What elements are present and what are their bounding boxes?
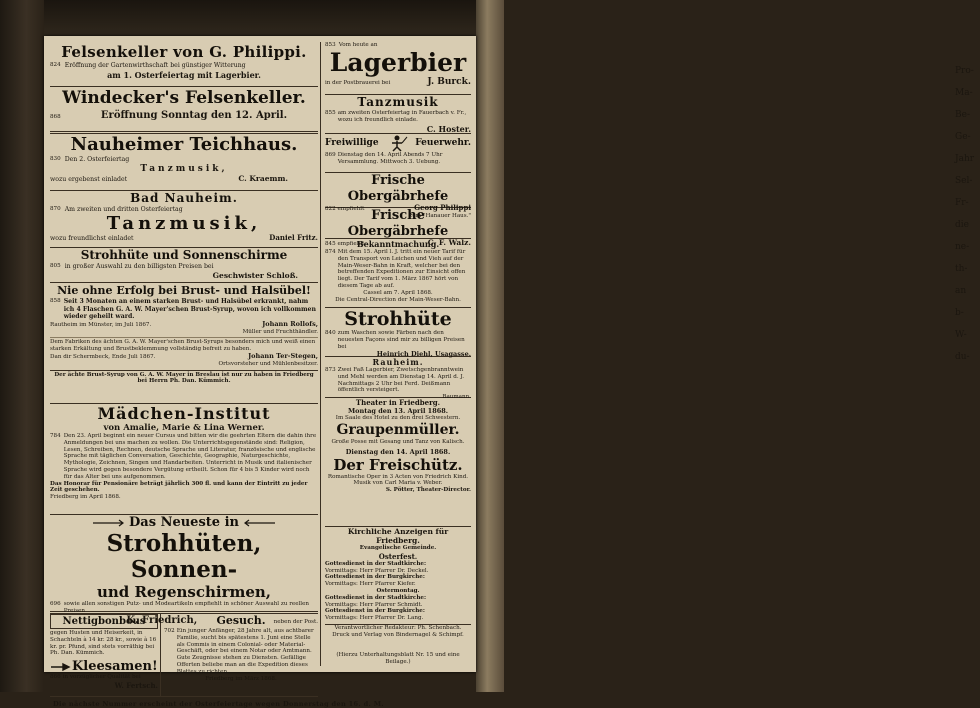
ad-lagerbier — [325, 42, 471, 95]
ad-text: wozu freundlichst einladet — [50, 234, 134, 242]
ad-title: Strohhüte und Sonnenschirme — [80, 248, 288, 262]
ad-title: Frische Obergäbrhefe — [347, 208, 449, 239]
ad-text: Tanzmusik, — [140, 163, 228, 174]
imprint-editor: Verantwortlicher Redakteur: Ph. Schenbach. — [325, 624, 471, 632]
ad-number: 870 — [50, 206, 61, 212]
adjacent-page-fragment: Sel- — [955, 176, 973, 186]
ad-strohhuete — [50, 248, 318, 283]
pointing-hand-icon — [50, 661, 70, 673]
ad-number: 866 — [50, 674, 61, 681]
ad-text: Große Posse mit Gesang und Tanz von Kalisch. — [331, 438, 465, 445]
ad-signature: K. Friedrich, — [126, 614, 198, 626]
ad-obergaehrhefe-1 — [325, 173, 471, 219]
ad-signature: Die Central-Direction der Main-Weser-Bahn. — [335, 296, 461, 303]
ad-text: am zweiten Osterfeiertag in Fauerbach v. Fr., wozu ich freundlich einlade. — [337, 110, 467, 123]
ad-signature-sub: Ortsvorsteher und Mühlenbesitzer. — [218, 360, 318, 367]
ad-text: Ein junger Anfänger, 28 Jahre alt, aus achtbarer Familie, sucht bis spätestens 1. Juni eine Stelle als Commis in einem Colonial- oder Material-Geschäft, oder bei einem Notar oder Amtmann. Gute Zeugnisse stehen zu Diensten. Gefällige Offerten beliebe man an die Expedition dieses Blattes zu richten. — [176, 628, 314, 675]
ad-text: Romantische Oper in 3 Acten von Friedrich Kind. Musik von Carl Maria v. Weber. — [327, 473, 469, 487]
ad-number: 855 — [325, 110, 336, 116]
ad-number: 830 — [50, 156, 61, 162]
ad-title: Bad Nauheim. — [130, 191, 238, 205]
ad-number: 845 — [325, 241, 336, 247]
ad-number: 824 — [50, 62, 61, 68]
ad-play-title: Graupenmüller. — [336, 421, 460, 438]
column-divider — [320, 42, 321, 666]
ad-date: Cassel am 7. April 1868. — [363, 289, 433, 296]
church-entries — [325, 561, 471, 622]
ad-headline: Strohhüten, Sonnen- — [106, 530, 262, 583]
ad-number: 869 — [325, 152, 336, 158]
ad-text: in der Postbrauerei bei — [325, 79, 391, 86]
ad-number: 822 — [325, 206, 336, 212]
ad-text: Mit dem 15. April l. J. tritt ein neuer Tarif für den Transport von Leichen und Vieh auf der Main-Weser-Bahn in Kraft, welcher bei den betreffenden Expeditionen zur Einsicht offen liegt. Der Tarif vom 1. März 1867 hört von diesem Tage ab auf. — [337, 249, 466, 289]
ad-gesuch — [161, 614, 318, 696]
ad-text: Im Saale des Hotel zu den drei Schwestern. — [335, 415, 461, 421]
adjacent-page-fragment: Ma- — [955, 88, 973, 98]
ad-title: Tanzmusik — [357, 95, 439, 109]
ornament-left-icon — [91, 518, 125, 528]
ad-place: Dan dir Schermbeck, Ende Juli 1867. — [50, 353, 156, 360]
ad-title: Mädchen-Institut — [97, 404, 271, 423]
ad-signature: W. Fertsch. — [114, 680, 158, 690]
church-entry: Gottesdienst in der Burgkirche: — [325, 608, 425, 615]
ad-signature: C. Hoster. — [426, 123, 471, 134]
ad-title: Felsenkeller von G. Philippi. — [61, 43, 307, 61]
ad-text: Am zweiten und dritten Osterfeiertag — [64, 206, 183, 213]
ad-signature: Johann Ter-Stegen, — [248, 351, 318, 360]
adjacent-page-fragment: Fr- — [955, 198, 969, 208]
ad-signature: Heinrich Diehl, Usagasse. — [376, 350, 471, 359]
ad-date: Dienstag den 14. April 1868. — [345, 447, 451, 456]
ad-title: Feuerwehr. — [415, 138, 471, 148]
ad-theater — [325, 398, 471, 527]
adjacent-page-fragment: Pro- — [955, 66, 974, 76]
church-entry: Vormittags: Herr Pfarrer Schmidt. — [325, 601, 423, 608]
ad-title: Bekanntmachung. — [356, 239, 440, 249]
ad-title: Frische Obergäbrhefe — [347, 173, 449, 204]
ad-text: empfiehlt — [337, 241, 365, 247]
ad-nettigbonbous — [50, 614, 161, 696]
ad-windecker — [50, 87, 318, 134]
ad-title: Freiwillige — [325, 138, 379, 148]
ad-signature: J. Burck. — [427, 76, 471, 87]
church-entry: Gottesdienst in der Stadtkirche: — [325, 560, 427, 567]
ad-title: Nauheimer Teichhaus. — [70, 134, 298, 155]
ad-signature: Geschwister Schloß. — [212, 270, 298, 280]
ad-text: empfiehlt — [337, 206, 365, 212]
ad-text: Eröffnung der Gartenwirthschaft bei günstiger Witterung — [64, 62, 246, 69]
ad-teichhaus — [50, 134, 318, 191]
ad-title: Lagerbier — [329, 47, 467, 77]
ad-date: Friedberg im April 1868. — [50, 494, 121, 501]
adjacent-page — [476, 0, 975, 692]
issue-footer — [50, 697, 384, 708]
right-column — [325, 42, 471, 666]
ad-number: 853 — [325, 42, 336, 48]
adjacent-page-fragment: b- — [955, 308, 964, 318]
ad-text: Dienstag den 14. April Abends 7 Uhr Versammlung. Mittwoch 3. Uebung. — [337, 152, 443, 165]
ad-title: Theater in Friedberg. — [355, 398, 441, 407]
adjacent-page-fragment: du- — [955, 352, 970, 362]
adjacent-page-fragment: Be- — [955, 110, 970, 120]
ad-title: Rauheim. — [372, 357, 424, 367]
ad-text: Seit 3 Monaten an einem starken Brust- und Halsübel erkrankt, nahm ich 4 Flaschen G. A. W. Mayer'schen Brust-Syrup, wovon ich vollkommen wieder geheilt ward. — [63, 298, 316, 321]
ad-address: neben der Post. — [273, 618, 318, 625]
ad-title: Windecker's Felsenkeller. — [62, 88, 306, 108]
footer-notice: Die nächste Nummer erscheint der Osterfeiertage wegen Donnerstag den 16. d. M. — [53, 700, 384, 708]
church-entry: Vormittags: Herr Pfarrer Kiefer. — [325, 581, 416, 588]
ad-date: Friedberg im März 1868. — [205, 675, 277, 682]
ad-text: Vom heute an — [338, 42, 378, 48]
top-edge — [44, 0, 476, 36]
newspaper-sheet — [44, 36, 476, 708]
ad-text: Den 23. April beginnt ein neuer Cursus und bitten wir die geehrten Eltern die dahin ihre Anmeldungen bei uns machen zu wollen. Die Unterrichtsgegenstände sind: Religion, Lesen, Schreiben, Rechnen, deutsche Sprache und Literatur, französische und englische Sprache mit täglichen Conversation, Geschichte, Geographie, Naturgeschichte, Mythologie, Zeichnen, Singen und Handarbeiten. Unterricht in Musik und italienischer Sprache wird gegen besondere Vergütung ertheilt. Schon für 4 bis 5 Kinder wird noch für das Alter bei uns aufgenommen. — [63, 433, 317, 480]
adjacent-page-fragment: Jahr — [955, 154, 975, 164]
church-entry: Ostermontag. — [376, 587, 420, 594]
ad-number: 696 — [50, 601, 61, 607]
ad-play-title: Der Freischütz. — [333, 455, 463, 474]
ad-text: Tanzmusik, — [106, 212, 262, 234]
ad-text: am 1. Osterfeiertag mit Lagerbier. — [107, 69, 261, 80]
ad-text: in großer Auswahl zu den billigsten Preisen bei — [64, 263, 214, 270]
ad-text: sowie allen sonstigen Putz- und Modeartikeln empfiehlt in schöner Auswahl zu reellen Preisen — [63, 601, 309, 614]
ad-maedchen-institut — [50, 404, 318, 515]
ad-row-bottom — [50, 614, 318, 697]
ad-number: 702 — [164, 628, 175, 634]
ad-number: 873 — [325, 367, 336, 373]
section-title: Kirchliche Anzeigen für Friedberg. — [347, 527, 449, 545]
adjacent-page-fragment: W- — [955, 330, 967, 340]
ad-title: Strohhüte — [344, 308, 452, 330]
imprint-publisher: Druck und Verlag von Bindernagel & Schimpf. — [332, 631, 464, 638]
ad-text: zum Waschen sowie Färben nach den neuesten Façons sind mir zu billigen Preisen bei — [337, 330, 465, 350]
ad-signature-sub: zum "Hanauer Haus." — [409, 212, 471, 219]
ad-felsenkeller — [50, 42, 318, 87]
ad-place: Rautheim im Münster, im Juli 1867. — [50, 321, 152, 328]
ad-signature: C. Kraemm. — [238, 173, 288, 183]
church-notices — [325, 527, 471, 651]
ad-signature: S. Pötter, Theater-Director. — [385, 487, 471, 494]
ad-number: 858 — [50, 298, 61, 304]
ad-subtitle: von Amalie, Marie & Lina Werner. — [103, 423, 265, 433]
ad-text: Den 2. Osterfeiertag — [64, 156, 130, 163]
ad-date: Montag den 13. April 1868. — [347, 407, 449, 415]
ad-title: Das Neueste in — [129, 515, 239, 530]
ad-brust-syrup — [50, 283, 318, 404]
ad-strohhute — [325, 308, 471, 357]
ad-signature: Johann Rollofs, — [262, 319, 318, 328]
church-entry: Vormittags: Herr Pfarrer Dr. Lang. — [325, 615, 424, 622]
church-entry: Gottesdienst in der Burgkirche: — [325, 574, 425, 581]
church-entry: Vormittags: Herr Pfarrer Dr. Deckel. — [325, 567, 429, 574]
ad-rauheim — [325, 357, 471, 401]
ad-text: Dem Fabriken des ächten G. A. W. Mayer'schen Brust-Syrups besonders mich und weiß einen starken Erkältung und Brustbeklemmung vollständig befreit zu haben. — [50, 337, 318, 353]
ad-number: 868 — [50, 114, 61, 120]
ad-title: Nettigbonbous — [50, 614, 158, 629]
ad-text: wozu ergebenst einladet — [50, 175, 128, 183]
book-spine — [0, 0, 44, 692]
ad-footer: Der ächte Brust-Syrup von G. A. W. Mayer in Breslau ist nur zu haben in Friedberg bei Herrn Ph. Dan. Kümmich. — [50, 370, 318, 386]
adjacent-page-fragment: th- — [955, 264, 968, 274]
section-heading: Osterfest. — [378, 551, 418, 561]
ad-text: Zwei Faß Lagerbier, Zwetschgenbranntwein und Mehl werden am Dienstag 14. April d. J. Nachmittags 2 Uhr bei Ferd. Deißmann öffentlich versteigert. — [337, 367, 464, 394]
ad-feuerwehr — [325, 134, 471, 173]
firefighter-icon — [386, 134, 408, 152]
ad-signature: Georg Philippi — [414, 203, 471, 212]
ad-text: Das Honorar für Pensionäre beträgt jährlich 300 fl. und kann der Eintritt zu jeder Zeit geschehen. — [50, 480, 308, 494]
adjacent-page-fragment: ne- — [955, 242, 970, 252]
ad-title: Kleesamen! — [72, 659, 158, 675]
adjacent-page-fragment: die — [955, 220, 969, 230]
ad-text: in vorzüglicher Qualität bei — [62, 674, 141, 681]
ad-tanzmusik — [325, 95, 471, 134]
supplement-note: (Hierzu Unterhaltungsblatt Nr. 15 und eine Beilage.) — [336, 652, 460, 666]
ad-text: Eröffnung Sonntag den 12. April. — [100, 110, 288, 121]
ad-title: Gesuch. — [216, 614, 266, 627]
ad-bekanntmachung — [325, 239, 471, 308]
ornament-right-icon — [243, 518, 277, 528]
ad-number: 840 — [325, 330, 336, 336]
church-entry: Gottesdienst in der Stadtkirche: — [325, 594, 427, 601]
ad-bad-nauheim — [50, 191, 318, 248]
ad-text: gegen Husten und Heiserkeit, in Schachteln à 14 kr. 28 kr., sowie à 16 kr. pr. Pfund, sind stets vorräthig bei Ph. Dan. Kümmich. — [50, 630, 157, 657]
ad-headline: und Regenschirmen, — [96, 583, 272, 601]
ad-number: 874 — [325, 249, 336, 255]
ad-signature: C. F. Walz. — [427, 238, 471, 247]
ad-signature-sub: Müller und Fruchthändler. — [242, 328, 318, 335]
ad-number: 805 — [50, 263, 61, 269]
ad-number: 784 — [50, 433, 61, 439]
adjacent-page-text — [952, 60, 980, 460]
ad-title: Nie ohne Erfolg bei Brust- und Halsübel! — [57, 284, 311, 297]
section-subtitle: Evangelische Gemeinde. — [359, 545, 437, 551]
ad-signature: Baumann. — [442, 394, 471, 401]
ad-signature: Daniel Fritz. — [269, 232, 318, 242]
adjacent-page-fragment: Ge- — [955, 132, 971, 142]
adjacent-page-fragment: an — [955, 286, 967, 296]
